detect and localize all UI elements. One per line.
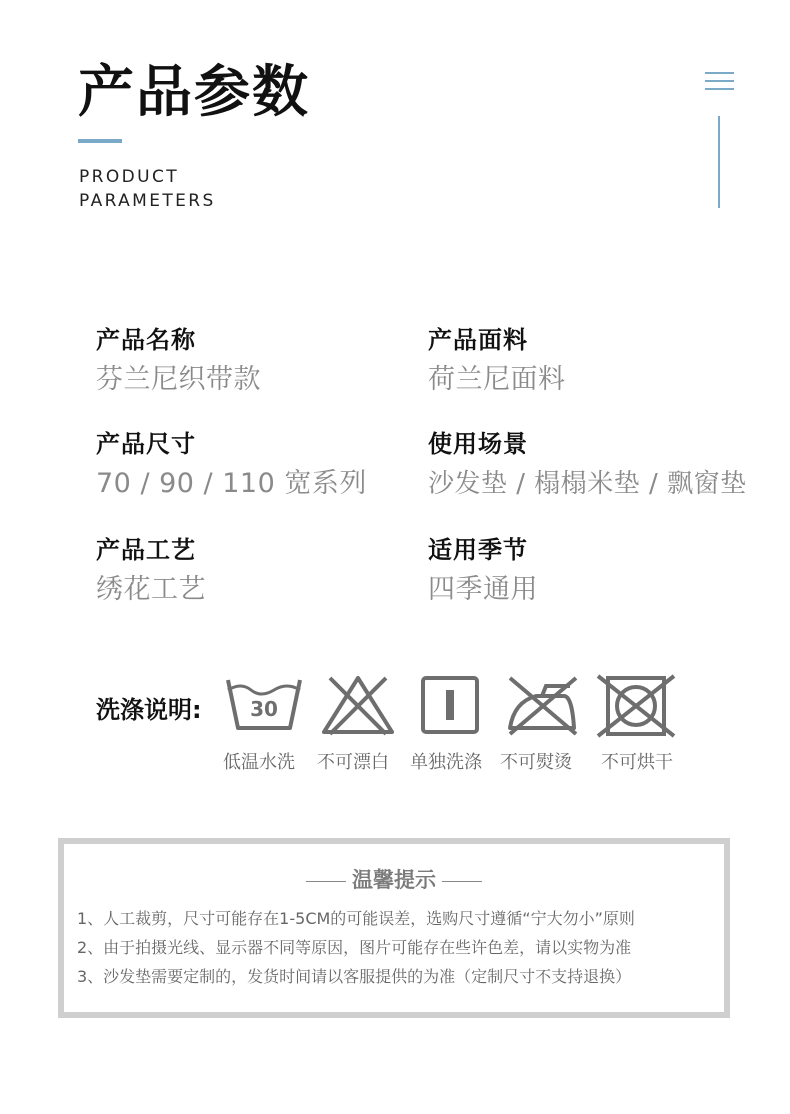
wash-label-no-tumble-dry: 不可烘干 bbox=[601, 752, 673, 773]
wash-temp-label: 30 bbox=[250, 697, 278, 721]
notice-line-2: 2、由于拍摄光线、显示器不同等原因，图片可能存在些许色差，请以实物为准 bbox=[77, 938, 632, 957]
subtitle-line-1: PRODUCT bbox=[79, 167, 180, 187]
decorative-vertical-line bbox=[718, 116, 720, 208]
no-iron-icon bbox=[502, 672, 582, 738]
subtitle-line-2: PARAMETERS bbox=[79, 191, 216, 211]
no-bleach-icon bbox=[318, 672, 398, 738]
page-subtitle bbox=[79, 165, 216, 213]
heading-dash-left bbox=[306, 881, 346, 882]
page-title: 产品参数 bbox=[78, 60, 310, 125]
no-tumble-dry-icon bbox=[596, 672, 676, 738]
param-label: 产品工艺 bbox=[96, 536, 196, 564]
wash-label-single-wash: 单独洗涤 bbox=[410, 752, 482, 773]
wash-30-icon bbox=[224, 672, 304, 738]
param-label: 产品名称 bbox=[96, 326, 196, 354]
param-fabric bbox=[428, 324, 566, 398]
param-value: 绣花工艺 bbox=[96, 574, 206, 605]
menu-icon[interactable] bbox=[705, 72, 734, 94]
wash-title: 洗涤说明: bbox=[96, 696, 202, 724]
param-product-name bbox=[96, 324, 261, 398]
param-scene bbox=[428, 428, 747, 502]
heading-dash-right bbox=[442, 881, 482, 882]
notice-title: 温馨提示 bbox=[352, 867, 436, 892]
param-value: 70 / 90 / 110 宽系列 bbox=[96, 468, 367, 499]
wash-label-low-temp: 低温水洗 bbox=[223, 752, 295, 773]
notice-line-3: 3、沙发垫需要定制的，发货时间请以客服提供的为准（定制尺寸不支持退换） bbox=[77, 967, 632, 986]
wash-label-no-bleach: 不可漂白 bbox=[317, 752, 389, 773]
param-label: 适用季节 bbox=[428, 536, 528, 564]
param-label: 产品尺寸 bbox=[96, 430, 196, 458]
notice-box bbox=[58, 838, 730, 1018]
param-value: 荷兰尼面料 bbox=[428, 364, 566, 395]
param-season bbox=[428, 534, 538, 608]
notice-heading bbox=[64, 864, 724, 894]
param-value: 沙发垫 / 榻榻米垫 / 飘窗垫 bbox=[428, 469, 747, 499]
single-wash-icon bbox=[410, 672, 490, 738]
param-label: 使用场景 bbox=[428, 430, 528, 458]
title-accent-bar bbox=[78, 139, 122, 143]
param-label: 产品面料 bbox=[428, 326, 528, 354]
param-value: 芬兰尼织带款 bbox=[96, 364, 261, 395]
param-value: 四季通用 bbox=[428, 574, 538, 605]
notice-line-1: 1、人工裁剪，尺寸可能存在1-5CM的可能误差，选购尺寸遵循“宁大勿小”原则 bbox=[77, 909, 635, 928]
param-size bbox=[96, 428, 367, 502]
wash-label-no-iron: 不可熨烫 bbox=[500, 752, 572, 773]
param-craft bbox=[96, 534, 206, 608]
